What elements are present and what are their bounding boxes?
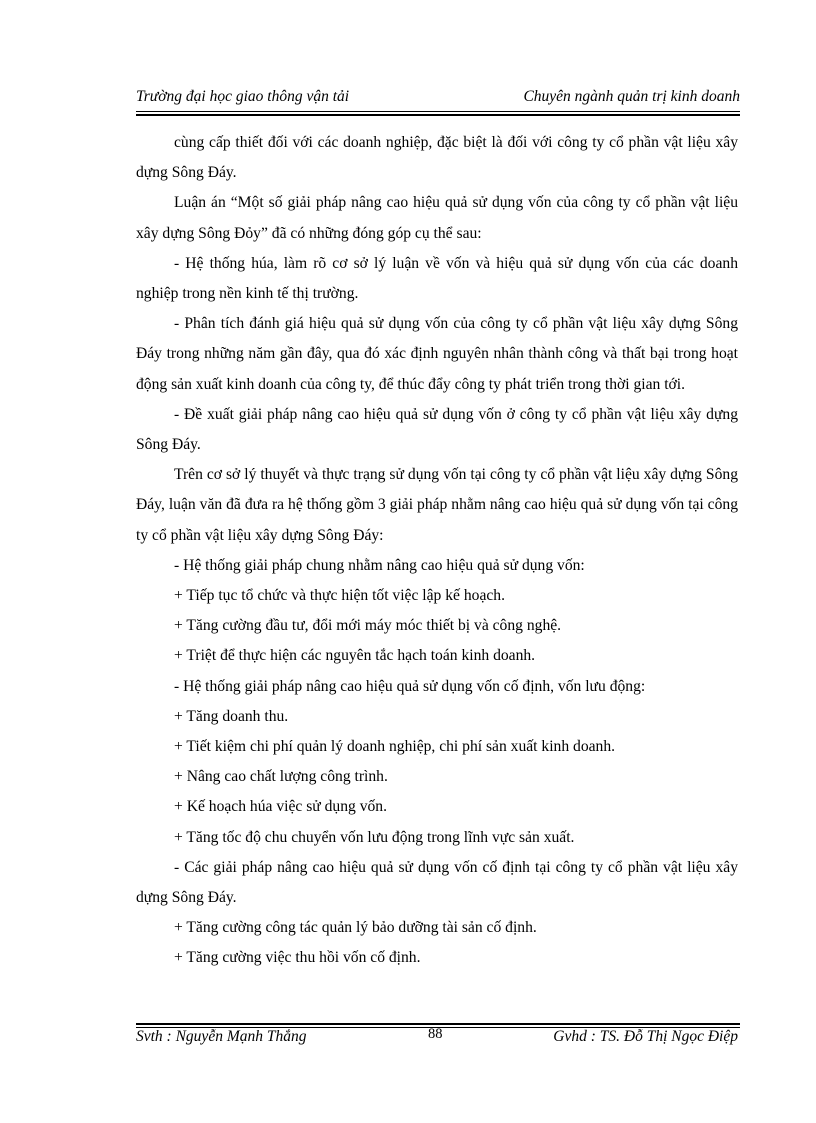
list-item: + Tiết kiệm chi phí quản lý doanh nghiệp, chi phí sản xuất kinh doanh. bbox=[174, 738, 616, 756]
list-item: + Tăng cường đầu tư, đổi mới máy móc thiết bị và công nghệ. bbox=[174, 617, 562, 635]
list-item: - Hệ thống giải pháp chung nhằm nâng cao hiệu quả sử dụng vốn: bbox=[174, 556, 585, 574]
header-rule-thick bbox=[136, 114, 740, 116]
list-item: + Nâng cao chất lượng công trình. bbox=[174, 768, 388, 786]
header-university: Trường đại học giao thông vận tải bbox=[136, 88, 350, 105]
body-paragraph: - Hệ thống húa, làm rõ cơ sở lý luận về vốn và hiệu quả sử dụng vốn của các doanh nghiệp trong nền kinh tế thị trường. bbox=[136, 254, 738, 303]
header-major: Chuyên ngành quản trị kinh doanh bbox=[523, 88, 740, 105]
page-body bbox=[136, 128, 738, 974]
header-rule-thin bbox=[136, 111, 740, 112]
list-item: + Kế hoạch húa việc sử dụng vốn. bbox=[174, 798, 387, 816]
list-item: + Tăng doanh thu. bbox=[174, 707, 289, 725]
list-item: + Tăng tốc độ chu chuyển vốn lưu động trong lĩnh vực sản xuất. bbox=[174, 828, 575, 846]
footer-rule-thick bbox=[136, 1023, 740, 1025]
body-paragraph: - Đề xuất giải pháp nâng cao hiệu quả sử dụng vốn ở công ty cổ phần vật liệu xây dựng Sông Đáy. bbox=[136, 405, 738, 454]
body-paragraph: Luận án “Một số giải pháp nâng cao hiệu quả sử dụng vốn của công ty cổ phần vật liệu xây dựng Sông Đỏy” đã có những đóng góp cụ thể sau: bbox=[136, 194, 738, 242]
list-item: + Triệt để thực hiện các nguyên tắc hạch toán kinh doanh. bbox=[174, 647, 536, 665]
list-item: + Tăng cường công tác quản lý bảo dưỡng tài sản cố định. bbox=[174, 919, 537, 937]
page-number: 88 bbox=[428, 1026, 443, 1042]
body-paragraph: - Phân tích đánh giá hiệu quả sử dụng vốn của công ty cổ phần vật liệu xây dựng Sông Đáy trong những năm gần đây, qua đó xác định nguyên nhân thành công và thất bại trong hoạt động sản xuất kinh doanh của công ty, để thúc đẩy công ty phát triển trong thời gian tới. bbox=[136, 315, 738, 393]
list-item: + Tăng cường việc thu hồi vốn cố định. bbox=[174, 949, 421, 967]
page-footer bbox=[136, 1028, 740, 1052]
footer-student: Svth : Nguyễn Mạnh Thắng bbox=[136, 1028, 307, 1045]
list-item: - Hệ thống giải pháp nâng cao hiệu quả sử dụng vốn cố định, vốn lưu động: bbox=[174, 677, 646, 695]
list-item: + Tiếp tục tổ chức và thực hiện tốt việc lập kế hoạch. bbox=[174, 587, 505, 605]
footer-advisor: Gvhd : TS. Đỗ Thị Ngọc Điệp bbox=[553, 1028, 738, 1045]
body-paragraph: - Các giải pháp nâng cao hiệu quả sử dụng vốn cố định tại công ty cổ phần vật liệu xây dựng Sông Đáy. bbox=[136, 858, 738, 907]
body-paragraph: Trên cơ sở lý thuyết và thực trạng sử dụng vốn tại công ty cổ phần vật liệu xây dựng Sông Đáy, luận văn đã đưa ra hệ thống gồm 3 giải pháp nhằm nâng cao hiệu quả sử dụng vốn tại công ty cổ phần vật liệu xây dựng Sông Đáy: bbox=[136, 466, 738, 544]
body-paragraph: cùng cấp thiết đối với các doanh nghiệp, đặc biệt là đối với công ty cổ phần vật liệu xây dựng Sông Đáy. bbox=[136, 134, 738, 182]
